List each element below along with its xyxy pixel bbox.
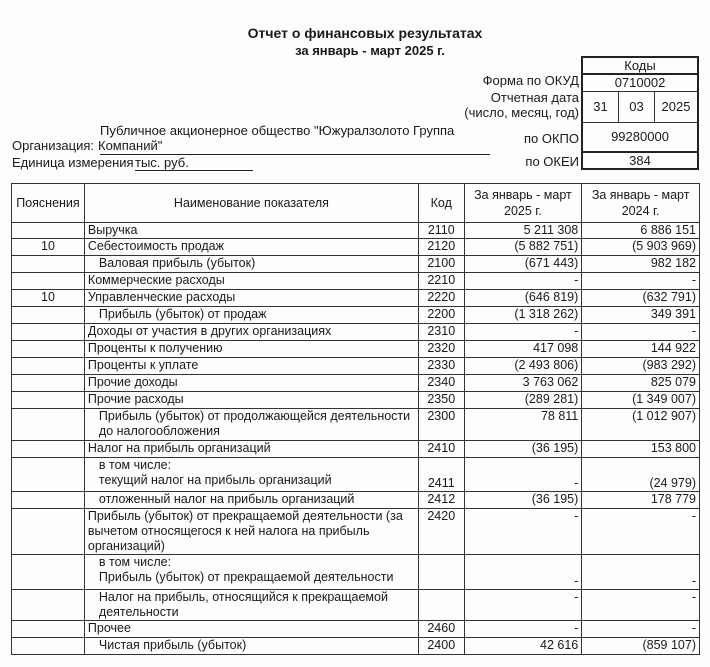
table-row bbox=[12, 273, 700, 290]
row-value-current: (5 882 751) bbox=[464, 239, 582, 256]
row-code: 2460 bbox=[418, 621, 464, 638]
row-name: Прочее bbox=[84, 621, 418, 638]
col-header-current: За январь - март 2025 г. bbox=[464, 184, 582, 223]
organization-name-line1: Публичное акционерное общество "Южуралзолото Группа bbox=[100, 123, 455, 138]
row-value-current: 417 098 bbox=[464, 341, 582, 358]
row-note bbox=[12, 555, 85, 590]
row-note bbox=[12, 441, 85, 458]
row-value-previous: (1 349 007) bbox=[582, 392, 700, 409]
row-name: Доходы от участия в других организациях bbox=[84, 324, 418, 341]
row-code: 2100 bbox=[418, 256, 464, 273]
codes-header: Коды bbox=[582, 57, 698, 74]
row-name: Налог на прибыль, относящийся к прекращаемой деятельности bbox=[84, 590, 418, 621]
row-value-current: (671 443) bbox=[464, 256, 582, 273]
okpo-label: по ОКПО bbox=[523, 131, 579, 146]
unit-label: Единица измерения bbox=[12, 155, 134, 170]
row-name: Налог на прибыль организаций bbox=[84, 441, 418, 458]
row-value-previous: - bbox=[582, 621, 700, 638]
row-code bbox=[418, 555, 464, 590]
table-row bbox=[12, 409, 700, 441]
okud-label: Форма по ОКУД bbox=[482, 73, 579, 88]
row-name: Прибыль (убыток) от прекращаемой деятельности (за вычетом относящегося к ней налога на прибыль организаций) bbox=[84, 509, 418, 555]
table-row bbox=[12, 509, 700, 555]
table-row bbox=[12, 341, 700, 358]
table-row bbox=[12, 256, 700, 273]
row-name-text: текущий налог на прибыль организаций bbox=[98, 473, 332, 487]
row-value-current: - bbox=[464, 590, 582, 621]
row-note bbox=[12, 307, 85, 324]
row-value-previous: - bbox=[582, 590, 700, 621]
organization-label: Организация: bbox=[12, 138, 95, 153]
row-note bbox=[12, 341, 85, 358]
row-name: Проценты к получению bbox=[84, 341, 418, 358]
row-value-current: 78 811 bbox=[464, 409, 582, 441]
row-name-text: Прибыль (убыток) от прекращаемой деятельности bbox=[98, 570, 394, 584]
row-note bbox=[12, 409, 85, 441]
row-value-current: (646 819) bbox=[464, 290, 582, 307]
row-value-previous: (24 979) bbox=[582, 458, 700, 492]
row-value-previous: 982 182 bbox=[582, 256, 700, 273]
row-code: 2210 bbox=[418, 273, 464, 290]
row-name bbox=[84, 458, 418, 492]
row-code: 2420 bbox=[418, 509, 464, 555]
row-value-current: 42 616 bbox=[464, 638, 582, 655]
table-row bbox=[12, 458, 700, 492]
date-label-2: (число, месяц, год) bbox=[464, 105, 579, 120]
report-title: Отчет о финансовых результатах bbox=[247, 25, 483, 41]
table-row bbox=[12, 621, 700, 638]
col-header-previous: За январь - март 2024 г. bbox=[582, 184, 700, 223]
row-value-previous: 6 886 151 bbox=[582, 223, 700, 239]
table-row bbox=[12, 638, 700, 655]
row-note: 10 bbox=[12, 239, 85, 256]
row-value-current: - bbox=[464, 458, 582, 492]
row-code: 2400 bbox=[418, 638, 464, 655]
row-code: 2310 bbox=[418, 324, 464, 341]
row-value-current: 5 211 308 bbox=[464, 223, 582, 239]
row-note bbox=[12, 324, 85, 341]
row-value-previous: (983 292) bbox=[582, 358, 700, 375]
row-note bbox=[12, 509, 85, 555]
row-note bbox=[12, 638, 85, 655]
row-note bbox=[12, 492, 85, 509]
table-row bbox=[12, 290, 700, 307]
row-name: Коммерческие расходы bbox=[84, 273, 418, 290]
table-row bbox=[12, 324, 700, 341]
row-value-previous: 178 779 bbox=[582, 492, 700, 509]
row-value-previous: (632 791) bbox=[582, 290, 700, 307]
row-value-previous: 144 922 bbox=[582, 341, 700, 358]
col-header-code: Код bbox=[418, 184, 464, 223]
date-label-1: Отчетная дата bbox=[490, 90, 579, 105]
table-row bbox=[12, 223, 700, 239]
row-note bbox=[12, 392, 85, 409]
report-month: 03 bbox=[619, 91, 655, 122]
row-name: Прибыль (убыток) от продаж bbox=[84, 307, 418, 324]
col-header-note: Пояснения bbox=[12, 184, 85, 223]
table-row bbox=[12, 555, 700, 590]
row-value-previous: - bbox=[582, 324, 700, 341]
row-value-current: (1 318 262) bbox=[464, 307, 582, 324]
table-header-row bbox=[12, 184, 700, 223]
row-value-previous: 825 079 bbox=[582, 375, 700, 392]
row-code: 2220 bbox=[418, 290, 464, 307]
row-value-current: (36 195) bbox=[464, 492, 582, 509]
row-value-previous: - bbox=[582, 555, 700, 590]
report-year: 2025 bbox=[655, 91, 699, 122]
row-name: Проценты к уплате bbox=[84, 358, 418, 375]
row-name: Себестоимость продаж bbox=[84, 239, 418, 256]
row-name: Управленческие расходы bbox=[84, 290, 418, 307]
row-note: 10 bbox=[12, 290, 85, 307]
row-code: 2110 bbox=[418, 223, 464, 239]
row-value-previous: 153 800 bbox=[582, 441, 700, 458]
row-name: отложенный налог на прибыль организаций bbox=[84, 492, 418, 509]
row-value-current: - bbox=[464, 509, 582, 555]
row-name: Прочие доходы bbox=[84, 375, 418, 392]
row-value-current: - bbox=[464, 324, 582, 341]
row-name: Выручка bbox=[84, 223, 418, 239]
row-note bbox=[12, 458, 85, 492]
row-code bbox=[418, 590, 464, 621]
row-code: 2411 bbox=[418, 458, 464, 492]
table-row bbox=[12, 375, 700, 392]
row-name: Валовая прибыль (убыток) bbox=[84, 256, 418, 273]
organization-name-line2: Компаний" bbox=[98, 138, 163, 153]
table-row bbox=[12, 358, 700, 375]
row-note bbox=[12, 273, 85, 290]
table-row bbox=[12, 441, 700, 458]
row-name-prefix: в том числе: bbox=[98, 458, 172, 472]
okud-code: 0710002 bbox=[582, 74, 698, 91]
row-note bbox=[12, 223, 85, 239]
organization-name bbox=[100, 123, 490, 155]
table-row bbox=[12, 492, 700, 509]
row-value-previous: 349 391 bbox=[582, 307, 700, 324]
codes-table bbox=[581, 56, 699, 170]
okei-code: 384 bbox=[582, 152, 698, 169]
row-name: Чистая прибыль (убыток) bbox=[84, 638, 418, 655]
row-code: 2120 bbox=[418, 239, 464, 256]
row-code: 2350 bbox=[418, 392, 464, 409]
row-value-current: (2 493 806) bbox=[464, 358, 582, 375]
row-value-current: (36 195) bbox=[464, 441, 582, 458]
row-note bbox=[12, 375, 85, 392]
okpo-code: 99280000 bbox=[582, 122, 698, 152]
table-row bbox=[12, 307, 700, 324]
row-value-previous: - bbox=[582, 273, 700, 290]
row-note bbox=[12, 621, 85, 638]
row-code: 2200 bbox=[418, 307, 464, 324]
row-value-current: - bbox=[464, 555, 582, 590]
report-day: 31 bbox=[582, 91, 619, 122]
row-note bbox=[12, 256, 85, 273]
unit-value: тыс. руб. bbox=[135, 155, 253, 171]
row-code: 2300 bbox=[418, 409, 464, 441]
row-name: Прочие расходы bbox=[84, 392, 418, 409]
row-value-current: - bbox=[464, 273, 582, 290]
row-code: 2410 bbox=[418, 441, 464, 458]
row-value-previous: - bbox=[582, 509, 700, 555]
row-value-current: 3 763 062 bbox=[464, 375, 582, 392]
col-header-name: Наименование показателя bbox=[84, 184, 418, 223]
okei-label: по ОКЕИ bbox=[525, 154, 579, 169]
row-value-current: - bbox=[464, 621, 582, 638]
report-period: за январь - март 2025 г. bbox=[295, 43, 445, 58]
row-value-previous: (859 107) bbox=[582, 638, 700, 655]
table-row bbox=[12, 239, 700, 256]
row-name bbox=[84, 555, 418, 590]
row-value-previous: (1 012 907) bbox=[582, 409, 700, 441]
row-code: 2412 bbox=[418, 492, 464, 509]
row-name: Прибыль (убыток) от продолжающейся деятельности до налогообложения bbox=[84, 409, 418, 441]
financial-results-table bbox=[11, 183, 700, 655]
row-code: 2340 bbox=[418, 375, 464, 392]
table-row bbox=[12, 590, 700, 621]
row-value-previous: (5 903 969) bbox=[582, 239, 700, 256]
table-row bbox=[12, 392, 700, 409]
row-value-current: (289 281) bbox=[464, 392, 582, 409]
row-note bbox=[12, 590, 85, 621]
row-note bbox=[12, 358, 85, 375]
row-code: 2330 bbox=[418, 358, 464, 375]
row-name-prefix: в том числе: bbox=[98, 555, 172, 569]
row-code: 2320 bbox=[418, 341, 464, 358]
